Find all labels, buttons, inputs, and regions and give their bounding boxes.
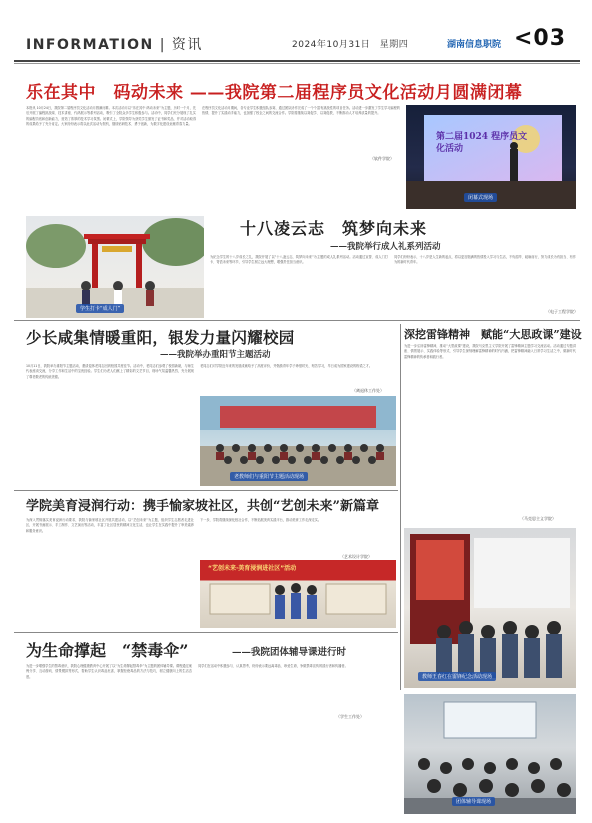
article2-col1: 为纪念学生的十八岁成长之礼，我院开展了以“十八凌云志，筑梦向未来”为主题的成人礼系列活动。活动通过宣誓、成人门打卡、寄语未来等环节，引导学生树立远大理想，增强责任担当意识。 <box>210 255 388 265</box>
article3-subhead: ——我院举办重阳节主题活动 <box>160 350 271 360</box>
masthead <box>14 24 580 60</box>
article1-photo-gate <box>26 216 204 318</box>
article2-credit: （电子工程学院） <box>546 309 578 314</box>
article1-photo-stage <box>406 105 576 209</box>
section-title <box>26 34 203 54</box>
page-number: <03 <box>514 26 567 51</box>
article1-caption-right: 闭幕式现场 <box>464 193 497 202</box>
article1-screen-title: 第二届1024 程序员文化活动 <box>436 132 528 154</box>
section-divider-1 <box>14 320 580 321</box>
article1-caption-left: 学生打卡“成人门” <box>76 304 124 313</box>
article1-credit: （软件学院） <box>370 156 394 161</box>
masthead-rule-thin <box>14 63 580 64</box>
article6-caption: 团体辅导课现场 <box>452 797 495 806</box>
article6-headline: 为生命撑起 “禁毒伞” <box>26 641 189 660</box>
article6-col1: 为进一步增强学生的禁毒意识，我院心理健康教育中心开展了以“为生命撑起禁毒伞”为主题的团体辅导课。课程通过案例分享、互动游戏、情景模拟等形式，帮助学生认识毒品危害，掌握拒绝毒品的方法与技巧，树立健康向上的生活态度。 <box>26 664 192 679</box>
article5-caption: “艺创未来·美育浸润进社区”活动 <box>208 565 297 572</box>
section-divider: | <box>159 37 166 53</box>
paper-name: 湖南信息职院 <box>447 40 502 50</box>
article4-col1: 为进一步弘扬雷锋精神，推动“大思政课”建设，我院马克思主义学院开展了雷锋精神主题学习交流活动。活动通过专题讲座、情景展示、实践体验等形式，引导学生深刻理解雷锋精神的时代内涵，把雷锋精神融入日常学习生活之中，做新时代雷锋精神的传承者和践行者。 <box>404 344 576 359</box>
article4-left-rule <box>400 324 401 690</box>
article1-col2: 在程序员文化活动月期间，各专业学生积极组队参赛，通过团队协作完成了一个个富有挑战性的项目任务。活动进一步激发了学生学习编程的热情，提升了实践动手能力，也加强了校企之间的交流合作。学院将继续以赛促学、以赛促教，不断推动人才培养质量的提升。 <box>202 106 400 116</box>
article5-col2: 下一步，学院将继续深化校社合作，不断拓展美育实践平台，推动美育工作走深走实。 <box>200 518 322 522</box>
article1-headline: 乐在其中 码动未来 ——我院第二届程序员文化活动月圆满闭幕 <box>26 83 523 103</box>
gate-illustration <box>26 216 204 318</box>
article5-credit: （艺术设计学院） <box>340 554 372 559</box>
article4-photo <box>404 528 576 688</box>
article1-col1: 本报讯 10月24日，我院第二届程序员文化活动月圆满闭幕。本次活动月以“乐在其中 码动未来”为主题，历时一个月，先后开展了编程挑战赛、技术讲座、代码展示等系列活动，吸引了全院众多学生积极参与。活动中，同学们充分展现了扎实的编程功底和创新能力，营造了浓厚的技术学习氛围。闭幕式上，学院领导为获奖学生颁发了证书和奖品，并对活动取得的成果给予了充分肯定。大家纷纷表示将以此次活动为契机，继续钻研技术、勇于创新，为数字化建设贡献青春力量。 <box>26 106 196 127</box>
article2-headline: 十八凌云志 筑梦向未来 <box>240 219 428 238</box>
article5-headline: 学院美育浸润行动：携手愉家坡社区，共创“艺创未来”新篇章 <box>26 499 379 514</box>
article6-col2: 同学们在活动中积极参与、认真思考，纷纷表示要远离毒品、珍爱生命，争做禁毒宣传的践行者和传播者。 <box>198 664 348 668</box>
article4-caption: 教师王春红在雷锋纪念活动现场 <box>418 672 496 681</box>
article3-credit: （离退休工作处） <box>352 388 384 393</box>
article5-col1: 为深入贯彻落实美育浸润行动要求，我院与愉家坡社区开展共建活动，以“艺创未来”为主题，组织学生志愿者走进社区，开展书画展示、手工制作、文艺演出等活动，丰富了社区居民的精神文化生活，也让学生在实践中提升了审美素养和服务意识。 <box>26 518 194 533</box>
article3-headline: 少长咸集情暖重阳，银发力量闪耀校园 <box>26 328 295 347</box>
article2-subhead: ——我院举行成人礼系列活动 <box>330 242 441 252</box>
article6-subhead: ——我院团体辅导课进行时 <box>232 647 347 658</box>
article5-photo <box>200 560 396 628</box>
article2-col2: 同学们纷纷表示，十八岁是人生新的起点，将以更加饱满的热情投入学习与生活，不负韶华、砥砺前行，努力成长为有担当、有作为的新时代青年。 <box>394 255 576 265</box>
article3-col1: 10月11日，我院举办重阳节主题活动，邀请退休老同志回到校园共度佳节。活动中，老同志们参观了校园新貌，与师生代表座谈交流，分享工作和生活中的宝贵经验。学生们为老人们献上了精彩的文艺节目，现场气氛温馨热烈，充分展现了尊老敬老的传统美德。 <box>26 364 194 379</box>
classroom-illustration <box>404 528 576 688</box>
section-divider-3 <box>14 632 398 633</box>
section-cn: 资讯 <box>171 37 203 53</box>
article4-headline: 深挖雷锋精神 赋能“大思政课”建设 <box>404 328 582 341</box>
article3-col2: 老同志们对学院近年来的发展成就给予了高度评价，并勉励青年学子珍惜时光、刻苦学习，早日成为国家建设的栋梁之才。 <box>200 364 373 368</box>
masthead-rule <box>14 60 580 62</box>
article6-credit: （学生工作处） <box>336 714 364 719</box>
article3-photo <box>200 396 396 486</box>
article6-photo <box>404 694 576 814</box>
article3-caption: 老教师们与重阳节主题活动现场 <box>230 472 308 481</box>
article4-credit: （马克思主义学院） <box>520 516 556 521</box>
section-divider-2 <box>14 490 398 491</box>
issue-date: 2024年10月31日 星期四 <box>292 40 409 50</box>
section-en: INFORMATION <box>26 37 154 53</box>
lecture-hall-illustration <box>404 694 576 814</box>
